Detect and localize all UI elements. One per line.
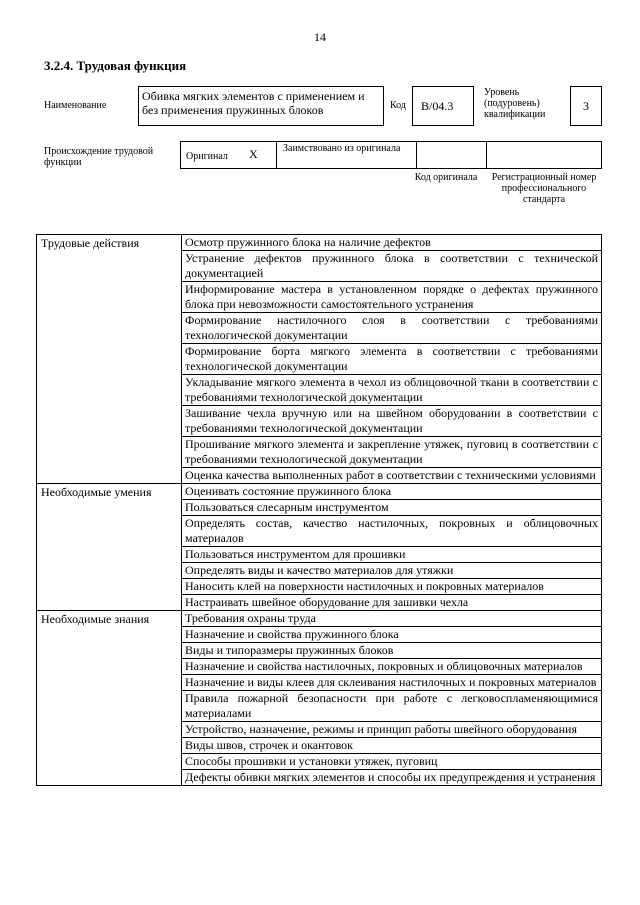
function-name: Обивка мягких элементов с применением и без применения пружинных блоков xyxy=(142,89,365,117)
item-cell: Устройство, назначение, режимы и принцип работы швейного оборудования xyxy=(182,722,602,738)
page-number: 14 xyxy=(314,30,326,44)
item-cell: Способы прошивки и установки утяжек, пуговиц xyxy=(182,754,602,770)
table-row xyxy=(37,611,602,627)
item-cell: Оценивать состояние пружинного блока xyxy=(182,484,602,500)
origin-borrowed-cell xyxy=(277,142,417,168)
item-cell: Назначение и свойства пружинного блока xyxy=(182,627,602,643)
origin-table xyxy=(180,141,602,169)
item-cell: Требования охраны труда xyxy=(182,611,602,627)
code-label: Код xyxy=(390,100,406,111)
reg-number-caption: Регистрационный номер профессионального стандарта xyxy=(491,172,597,205)
item-cell: Назначение и виды клеев для склеивания настилочных и покровных материалов xyxy=(182,675,602,691)
borrowed-label: Заимствовано из оригинала xyxy=(283,143,401,154)
item-cell: Прошивание мягкого элемента и закрепление утяжек, пуговиц в соответствии с требованиями технологической документации xyxy=(182,437,602,468)
item-cell: Виды швов, строчек и окантовок xyxy=(182,738,602,754)
category-cell: Трудовые действия xyxy=(37,235,182,484)
original-label: Оригинал xyxy=(186,151,228,162)
item-cell: Определять виды и качество материалов для утяжки xyxy=(182,563,602,579)
item-cell: Правила пожарной безопасности при работе с легковоспламеняющимися материалами xyxy=(182,691,602,722)
origin-code-cell xyxy=(417,142,487,168)
item-cell: Формирование борта мягкого элемента в соответствии с требованиями технологической документации xyxy=(182,344,602,375)
section-title: 3.2.4. Трудовая функция xyxy=(44,58,187,73)
category-cell: Необходимые умения xyxy=(37,484,182,611)
level-value: 3 xyxy=(583,99,589,113)
origin-label: Происхождение трудовой функции xyxy=(44,146,154,168)
item-cell: Зашивание чехла вручную или на швейном оборудовании в соответствии с требованиями технологической документации xyxy=(182,406,602,437)
origin-reg-cell xyxy=(487,142,601,168)
item-cell: Назначение и свойства настилочных, покровных и облицовочных материалов xyxy=(182,659,602,675)
table-row xyxy=(37,484,602,500)
item-cell: Укладывание мягкого элемента в чехол из облицовочной ткани в соответствии с требованиями технологической документации xyxy=(182,375,602,406)
table-row xyxy=(37,235,602,251)
level-label: Уровень (подуровень) квалификации xyxy=(484,87,546,120)
original-mark: X xyxy=(249,147,258,161)
item-cell: Виды и типоразмеры пружинных блоков xyxy=(182,643,602,659)
item-cell: Пользоваться слесарным инструментом xyxy=(182,500,602,516)
item-cell: Формирование настилочного слоя в соответствии с требованиями технологической документации xyxy=(182,313,602,344)
category-cell: Необходимые знания xyxy=(37,611,182,786)
item-cell: Устранение дефектов пружинного блока в соответствии с технической документацией xyxy=(182,251,602,282)
name-label: Наименование xyxy=(44,100,107,111)
code-value: B/04.3 xyxy=(421,99,454,113)
item-cell: Пользоваться инструментом для прошивки xyxy=(182,547,602,563)
level-box xyxy=(570,86,602,126)
item-cell: Настраивать швейное оборудование для зашивки чехла xyxy=(182,595,602,611)
function-name-box xyxy=(138,86,384,126)
item-cell: Оценка качества выполненных работ в соответствии с техническими условиями xyxy=(182,468,602,484)
origin-original-cell xyxy=(181,142,277,168)
code-box xyxy=(412,86,474,126)
original-code-caption: Код оригинала xyxy=(414,172,478,183)
item-cell: Осмотр пружинного блока на наличие дефектов xyxy=(182,235,602,251)
item-cell: Информирование мастера в установленном порядке о дефектах пружинного блока при невозможности самостоятельного устранения xyxy=(182,282,602,313)
function-table xyxy=(36,234,602,786)
item-cell: Дефекты обивки мягких элементов и способы их предупреждения и устранения xyxy=(182,770,602,786)
item-cell: Определять состав, качество настилочных, покровных и облицовочных материалов xyxy=(182,516,602,547)
item-cell: Наносить клей на поверхности настилочных и покровных материалов xyxy=(182,579,602,595)
